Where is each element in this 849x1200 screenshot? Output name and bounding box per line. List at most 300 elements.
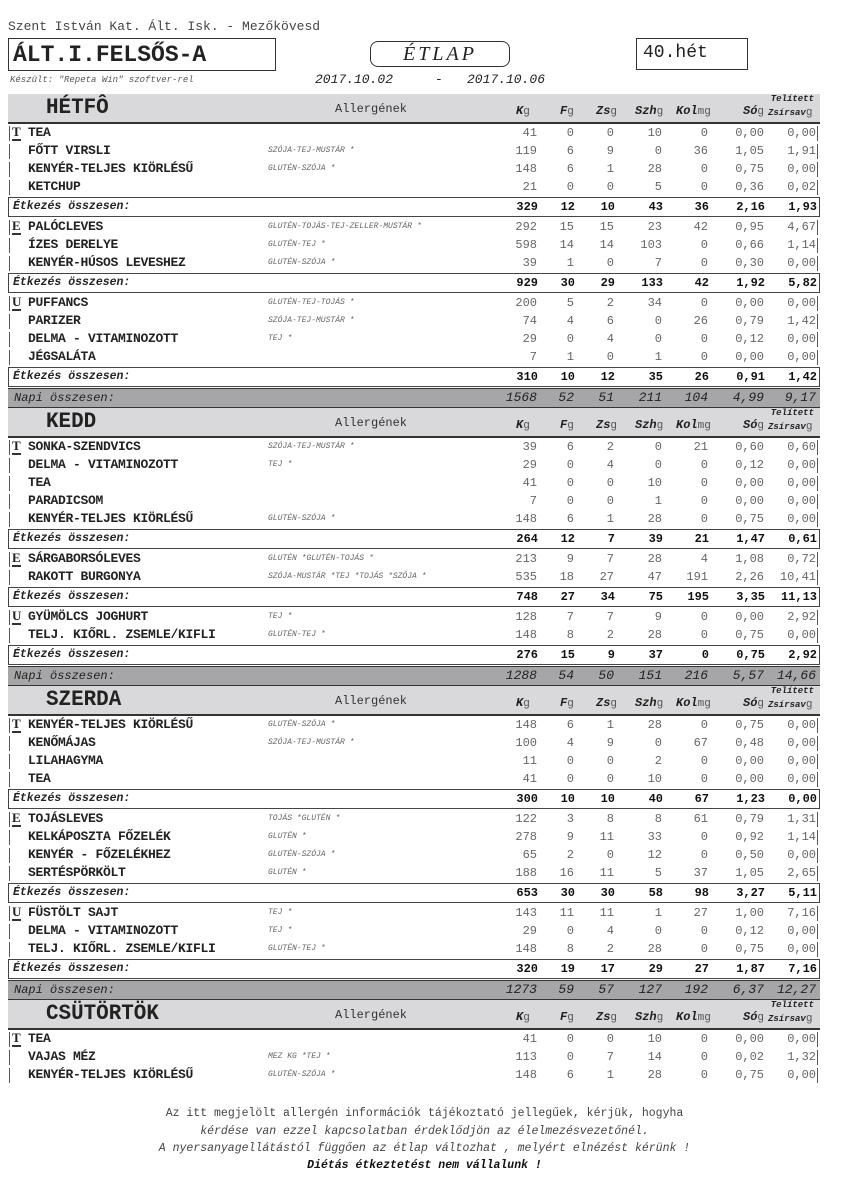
value-cell: 30: [560, 276, 575, 290]
column-name: Kol: [676, 104, 698, 118]
saturated-label: Telített: [770, 408, 814, 418]
value-cell: 0: [700, 942, 708, 956]
value-cell: 15: [599, 220, 614, 234]
value-cell: 10: [647, 1032, 662, 1046]
value-cell: 0: [700, 610, 708, 624]
allergens-header: Allergének: [335, 1008, 408, 1022]
value-cell: 195: [687, 590, 709, 604]
value-cell: 0: [654, 458, 662, 472]
saturated-label: Telített: [770, 94, 814, 104]
value-cell: 39: [522, 256, 537, 270]
column-unit: g: [805, 107, 813, 119]
value-cell: 0: [654, 144, 662, 158]
value-cell: 0: [700, 256, 708, 270]
meal-marker: U: [12, 904, 22, 919]
value-cell: 3,27: [736, 886, 765, 900]
value-cell: 0: [654, 924, 662, 938]
column-unit: g: [567, 420, 574, 432]
value-cell: 8: [566, 942, 574, 956]
table-row: [8, 940, 820, 958]
value-cell: 0,00: [787, 754, 816, 768]
menu-group-box: [8, 38, 276, 71]
value-cell: 0: [700, 924, 708, 938]
value-cell: 12: [647, 848, 662, 862]
dish-allergens: TEJ *: [268, 926, 293, 935]
meal-marker: T: [12, 1030, 21, 1045]
column-unit: g: [610, 698, 618, 710]
value-cell: 1,00: [735, 906, 764, 920]
value-cell: 0,72: [787, 552, 816, 566]
dish-allergens: GLUTÉN-TEJ-TOJÁS *: [268, 298, 355, 307]
meal-total-label: Étkezés összesen:: [13, 370, 131, 383]
meal-total-label: Étkezés összesen:: [13, 200, 131, 213]
value-cell: 0,00: [787, 332, 816, 346]
value-cell: 50: [598, 668, 614, 683]
value-cell: 0,02: [787, 180, 816, 194]
value-cell: 1: [606, 1068, 614, 1082]
row-border: [9, 180, 10, 195]
value-cell: 41: [522, 772, 537, 786]
dish-allergens: SZÓJA-TEJ-MUSTÁR *: [268, 442, 355, 451]
row-border: [817, 924, 818, 939]
value-cell: 0: [654, 332, 662, 346]
value-cell: 598: [515, 238, 537, 252]
row-border: [9, 256, 10, 271]
row-border: [817, 458, 818, 473]
dish-name: KENYÉR - FŐZELÉKHEZ: [28, 847, 171, 862]
value-cell: 14: [559, 238, 574, 252]
value-cell: 36: [694, 200, 709, 214]
value-cell: 276: [516, 648, 538, 662]
column-unit: g: [523, 106, 530, 118]
value-cell: 0,00: [787, 924, 816, 938]
row-border: [9, 494, 10, 509]
value-cell: 0,36: [735, 180, 764, 194]
value-cell: 7,16: [788, 962, 817, 976]
value-cell: 310: [516, 370, 538, 384]
value-cell: 0: [700, 458, 708, 472]
document-title: ÉTLAP: [370, 41, 510, 67]
row-border: [9, 628, 10, 643]
value-cell: 0: [700, 494, 708, 508]
column-name: Só: [743, 418, 758, 432]
meal-marker: T: [12, 438, 21, 453]
column-header-0: [516, 1010, 530, 1024]
value-cell: 0: [566, 332, 574, 346]
column-unit: g: [523, 698, 530, 710]
value-cell: 17: [600, 962, 615, 976]
dish-name: TELJ. KIŐRL. ZSEMLE/KIFLI: [28, 941, 216, 956]
day-name: CSÜTÖRTÖK: [46, 1001, 159, 1026]
value-cell: 7,16: [787, 906, 816, 920]
dish-name: VAJAS MÉZ: [28, 1049, 96, 1064]
column-name: Szh: [635, 104, 657, 118]
saturated-label: Telített: [770, 1000, 814, 1010]
meal-total-label: Étkezés összesen:: [13, 276, 131, 289]
meal-marker: E: [12, 550, 21, 565]
dish-allergens: GLUTÉN-SZÓJA *: [268, 258, 336, 267]
dish-name: KELKÁPOSZTA FŐZELÉK: [28, 829, 171, 844]
value-cell: 67: [693, 736, 708, 750]
dish-allergens: GLUTÉN-TOJÁS-TEJ-ZELLER-MUSTÁR *: [268, 222, 422, 231]
meal-total-label: Étkezés összesen:: [13, 962, 131, 975]
column-name: Zsírsav: [768, 700, 806, 710]
allergens-header: Allergének: [335, 416, 408, 430]
value-cell: 0: [700, 772, 708, 786]
dish-allergens: SZÓJA-TEJ-MUSTÁR *: [268, 316, 355, 325]
value-cell: 9: [566, 552, 574, 566]
week-number: 40.hét: [636, 38, 748, 70]
value-cell: 58: [648, 886, 663, 900]
column-unit: g: [757, 1012, 765, 1024]
value-cell: 0,00: [735, 126, 764, 140]
value-cell: 29: [600, 276, 615, 290]
date-separator: -: [435, 72, 443, 87]
value-cell: 0,00: [735, 476, 764, 490]
value-cell: 133: [641, 276, 663, 290]
row-border: [817, 296, 818, 311]
value-cell: 1,14: [787, 830, 816, 844]
column-header-3: [635, 696, 663, 710]
value-cell: 9: [607, 648, 615, 662]
column-header-4: [676, 696, 711, 710]
row-border: [9, 718, 10, 733]
value-cell: 0,00: [787, 296, 816, 310]
column-unit: mg: [697, 106, 711, 118]
value-cell: 113: [515, 1050, 537, 1064]
day-name: SZERDA: [46, 687, 122, 712]
value-cell: 0,00: [735, 350, 764, 364]
table-row: [8, 254, 820, 272]
value-cell: 47: [647, 570, 662, 584]
row-border: [9, 772, 10, 787]
value-cell: 0,00: [787, 458, 816, 472]
value-cell: 29: [522, 332, 537, 346]
value-cell: 33: [647, 830, 662, 844]
dish-allergens: GLUTÉN *GLUTÉN-TOJÁS *: [268, 554, 374, 563]
column-name: F: [560, 696, 568, 710]
value-cell: 0,66: [735, 238, 764, 252]
daily-total-row: [8, 666, 820, 686]
value-cell: 0: [566, 1032, 574, 1046]
column-unit: g: [757, 698, 765, 710]
menu-table: [8, 94, 820, 1084]
column-name: Zs: [596, 1010, 611, 1024]
dish-name: TELJ. KIŐRL. ZSEMLE/KIFLI: [28, 627, 216, 642]
dish-allergens: MEZ KG *TEJ *: [268, 1052, 331, 1061]
dish-name: FŐTT VIRSLI: [28, 143, 111, 158]
value-cell: 98: [694, 886, 709, 900]
column-header-1: [560, 1010, 574, 1024]
value-cell: 127: [638, 982, 662, 997]
meal-total-row: [8, 959, 820, 979]
table-row: [8, 142, 820, 160]
value-cell: 0,00: [787, 1068, 816, 1082]
row-border: [9, 570, 10, 585]
value-cell: 43: [648, 200, 663, 214]
value-cell: 0: [700, 180, 708, 194]
value-cell: 35: [648, 370, 663, 384]
value-cell: 1: [606, 512, 614, 526]
day-name: HÉTFÔ: [46, 95, 109, 120]
allergens-header: Allergének: [335, 694, 408, 708]
column-header-1: [560, 104, 574, 118]
dish-allergens: TOJÁS *GLUTÉN *: [268, 814, 341, 823]
value-cell: 100: [515, 736, 537, 750]
row-border: [817, 736, 818, 751]
row-border: [9, 296, 10, 311]
value-cell: 2: [654, 754, 662, 768]
value-cell: 1: [606, 718, 614, 732]
row-border: [817, 570, 818, 585]
column-unit: g: [610, 1012, 618, 1024]
value-cell: 0,48: [735, 736, 764, 750]
value-cell: 0: [606, 772, 614, 786]
value-cell: 1: [654, 494, 662, 508]
value-cell: 9,17: [784, 390, 816, 405]
value-cell: 1,42: [787, 314, 816, 328]
value-cell: 28: [647, 552, 662, 566]
dish-name: TEA: [28, 475, 51, 490]
value-cell: 0,75: [735, 512, 764, 526]
value-cell: 30: [560, 886, 575, 900]
dish-name: DELMA - VITAMINOZOTT: [28, 457, 179, 472]
value-cell: 148: [515, 512, 537, 526]
row-border: [9, 440, 10, 455]
row-border: [817, 512, 818, 527]
value-cell: 18: [559, 570, 574, 584]
value-cell: 200: [515, 296, 537, 310]
table-row: [8, 846, 820, 864]
dish-allergens: TEJ *: [268, 908, 293, 917]
value-cell: 0: [700, 332, 708, 346]
table-row: [8, 922, 820, 940]
date-from: 2017.10.02: [315, 72, 394, 87]
value-cell: 0: [566, 924, 574, 938]
row-border: [817, 476, 818, 491]
column-header-3: [635, 418, 663, 432]
column-header-5: [743, 104, 764, 118]
value-cell: 188: [515, 866, 537, 880]
value-cell: 0: [566, 494, 574, 508]
meal-total-row: [8, 197, 820, 217]
table-row: [8, 608, 820, 626]
value-cell: 0: [606, 754, 614, 768]
dish-name: GYÜMÖLCS JOGHURT: [28, 609, 149, 624]
meal-marker: E: [12, 218, 21, 233]
dish-name: KENYÉR-TELJES KIÖRLÉSŰ: [28, 717, 194, 732]
value-cell: 27: [599, 570, 614, 584]
column-name: K: [516, 104, 524, 118]
value-cell: 11,13: [780, 590, 817, 604]
value-cell: 148: [515, 628, 537, 642]
table-row: [8, 904, 820, 922]
value-cell: 5,57: [732, 668, 764, 683]
value-cell: 0: [700, 754, 708, 768]
value-cell: 0: [606, 494, 614, 508]
row-border: [817, 314, 818, 329]
value-cell: 14: [599, 238, 614, 252]
value-cell: 5: [654, 180, 662, 194]
value-cell: 14: [647, 1050, 662, 1064]
value-cell: 1,91: [787, 144, 816, 158]
value-cell: 1,08: [735, 552, 764, 566]
value-cell: 36: [693, 144, 708, 158]
footer-line-2: kérdése van ezzel kapcsolatban érdeklődjön az élelmezésvezetőnél.: [200, 1125, 649, 1138]
value-cell: 7: [606, 610, 614, 624]
value-cell: 12,27: [776, 982, 816, 997]
dish-allergens: GLUTÉN-TEJ *: [268, 944, 326, 953]
column-name: Zs: [596, 418, 611, 432]
column-header-6: [768, 1013, 812, 1025]
table-row: [8, 1048, 820, 1066]
value-cell: 5: [654, 866, 662, 880]
row-border: [817, 848, 818, 863]
value-cell: 0,00: [787, 772, 816, 786]
column-unit: g: [656, 106, 664, 118]
column-header-2: [596, 104, 617, 118]
table-row: [8, 218, 820, 236]
value-cell: 0: [566, 754, 574, 768]
value-cell: 122: [515, 812, 537, 826]
row-border: [817, 220, 818, 235]
column-name: F: [560, 1010, 568, 1024]
value-cell: 535: [515, 570, 537, 584]
school-name: Szent István Kat. Ált. Isk. - Mezőkövesd: [8, 19, 321, 34]
row-border: [9, 314, 10, 329]
row-border: [817, 256, 818, 271]
dish-name: TEA: [28, 125, 51, 140]
value-cell: 0,75: [735, 628, 764, 642]
row-border: [817, 754, 818, 769]
value-cell: 0,00: [787, 494, 816, 508]
column-name: Só: [743, 696, 758, 710]
dish-allergens: GLUTÉN-SZÓJA *: [268, 164, 336, 173]
value-cell: 0: [606, 476, 614, 490]
value-cell: 4: [566, 736, 574, 750]
column-unit: g: [805, 1013, 813, 1025]
value-cell: 15: [560, 648, 575, 662]
value-cell: 1288: [505, 668, 537, 683]
meal-marker: T: [12, 124, 21, 139]
value-cell: 9: [606, 144, 614, 158]
column-header-4: [676, 1010, 711, 1024]
column-unit: g: [757, 420, 765, 432]
dish-name: KENYÉR-HÚSOS LEVESHEZ: [28, 255, 186, 270]
value-cell: 216: [684, 668, 708, 683]
table-row: [8, 492, 820, 510]
value-cell: 278: [515, 830, 537, 844]
meal-total-label: Étkezés összesen:: [13, 648, 131, 661]
column-unit: g: [656, 420, 664, 432]
value-cell: 29: [648, 962, 663, 976]
dish-allergens: GLUTÉN-SZÓJA *: [268, 720, 336, 729]
column-name: Szh: [635, 418, 657, 432]
row-border: [9, 238, 10, 253]
value-cell: 34: [647, 296, 662, 310]
column-name: K: [516, 1010, 524, 1024]
allergens-header: Allergének: [335, 102, 408, 116]
meal-total-label: Étkezés összesen:: [13, 532, 131, 545]
value-cell: 27: [694, 962, 709, 976]
value-cell: 0: [606, 126, 614, 140]
value-cell: 7: [654, 256, 662, 270]
table-row: [8, 510, 820, 528]
value-cell: 4,67: [787, 220, 816, 234]
column-name: F: [560, 104, 568, 118]
table-row: [8, 474, 820, 492]
made-with-note: Készült: "Repeta Win" szoftver-rel: [10, 75, 194, 85]
column-header-0: [516, 696, 530, 710]
value-cell: 0: [654, 736, 662, 750]
row-border: [9, 848, 10, 863]
saturated-label: Telített: [770, 686, 814, 696]
column-header-2: [596, 418, 617, 432]
value-cell: 65: [522, 848, 537, 862]
value-cell: 6: [566, 162, 574, 176]
row-border: [817, 1050, 818, 1065]
dish-name: TEA: [28, 771, 51, 786]
value-cell: 0: [566, 476, 574, 490]
table-row: [8, 1030, 820, 1048]
value-cell: 0: [700, 1068, 708, 1082]
value-cell: 28: [647, 512, 662, 526]
value-cell: 0: [700, 350, 708, 364]
value-cell: 8: [566, 628, 574, 642]
value-cell: 0: [700, 126, 708, 140]
row-border: [817, 552, 818, 567]
value-cell: 2: [566, 848, 574, 862]
value-cell: 30: [600, 886, 615, 900]
day-header: [8, 686, 820, 716]
value-cell: 11: [599, 906, 614, 920]
column-name: Kol: [676, 418, 698, 432]
dish-allergens: SZÓJA-TEJ-MUSTÁR *: [268, 146, 355, 155]
value-cell: 57: [598, 982, 614, 997]
daily-total-label: Napi összesen:: [14, 983, 115, 997]
row-border: [817, 906, 818, 921]
value-cell: 1: [606, 162, 614, 176]
value-cell: 0,75: [735, 1068, 764, 1082]
table-row: [8, 178, 820, 196]
column-name: K: [516, 696, 524, 710]
table-row: [8, 1066, 820, 1084]
value-cell: 39: [522, 440, 537, 454]
value-cell: 292: [515, 220, 537, 234]
table-row: [8, 864, 820, 882]
value-cell: 40: [648, 792, 663, 806]
value-cell: 148: [515, 718, 537, 732]
value-cell: 0,00: [735, 296, 764, 310]
column-header-0: [516, 104, 530, 118]
value-cell: 4: [606, 332, 614, 346]
value-cell: 320: [516, 962, 538, 976]
daily-total-label: Napi összesen:: [14, 391, 115, 405]
value-cell: 51: [598, 390, 614, 405]
value-cell: 929: [516, 276, 538, 290]
row-border: [9, 144, 10, 159]
value-cell: 1,31: [787, 812, 816, 826]
row-border: [817, 126, 818, 141]
column-unit: g: [567, 1012, 574, 1024]
value-cell: 1,14: [787, 238, 816, 252]
value-cell: 10: [560, 792, 575, 806]
value-cell: 41: [522, 476, 537, 490]
row-border: [9, 1050, 10, 1065]
meal-total-label: Étkezés összesen:: [13, 886, 131, 899]
value-cell: 2,26: [735, 570, 764, 584]
value-cell: 28: [647, 162, 662, 176]
